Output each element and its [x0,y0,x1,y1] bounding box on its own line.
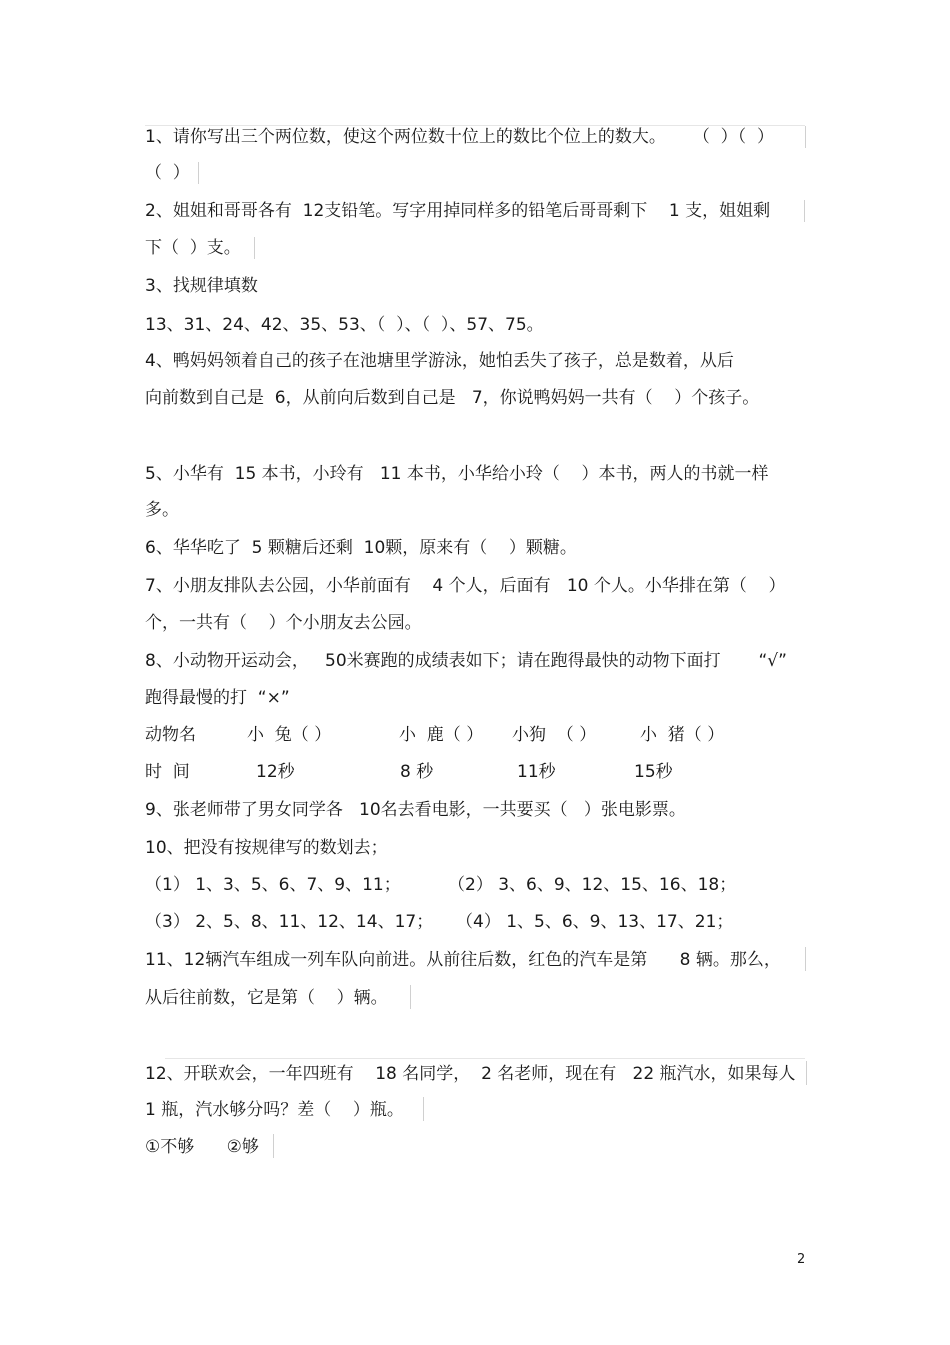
rule [805,126,806,148]
rule [410,985,411,1009]
rule [165,1058,805,1059]
rule [804,200,805,222]
rule [423,1097,424,1121]
q3-sequence: 13、31、24、42、35、53、（ ）、（ ）、57、75。 [145,315,544,335]
rule [805,947,806,971]
q9: 9、张老师带了男女同学各 10名去看电影，一共要买（ ）张电影票。 [145,800,686,820]
q12-line2: 1 瓶，汽水够分吗？差（ ）瓶。 [145,1100,404,1120]
table-cell-deer: 小 鹿（ ） [399,725,484,745]
q11-line2: 从后往前数，它是第（ ）辆。 [145,988,388,1008]
q7-line2: 个，一共有（ ）个小朋友去公园。 [145,613,422,633]
table-header-time: 时 间 [145,762,190,782]
rule [806,1061,807,1085]
q4-line2: 向前数到自己是 6，从前向后数到自己是 7，你说鸭妈妈一共有（ ）个孩子。 [145,388,760,408]
table-cell-pig-time: 15秒 [634,762,673,782]
rule [198,162,199,184]
q4-line1: 4、鸭妈妈领着自己的孩子在池塘里学游泳，她怕丢失了孩子，总是数着，从后 [145,351,734,371]
q3-title: 3、找规律填数 [145,276,258,296]
q8-line2: 跑得最慢的打 “×” [145,688,290,708]
q11-line1: 11、12辆汽车组成一列车队向前进。从前往后数，红色的汽车是第 8 辆。那么， [145,950,781,970]
table-cell-dog-time: 11秒 [517,762,556,782]
q7-line1: 7、小朋友排队去公园，小华前面有 4 个人，后面有 10 个人。小华排在第（ ） [145,576,786,596]
q10-seq-2: （2） 3、6、9、12、15、16、18； [448,875,737,895]
rule [273,1134,274,1158]
q2-line2: 下（ ）支。 [145,238,241,258]
table-cell-pig: 小 猪（ ） [640,725,725,745]
q5-line1: 5、小华有 15 本书，小玲有 11 本书，小华给小玲（ ）本书，两人的书就一样 [145,464,769,484]
q5-line2: 多。 [145,500,179,520]
q10-title: 10、把没有按规律写的数划去； [145,838,388,858]
table-header-animal: 动物名 [145,725,196,745]
q10-seq-1: （1） 1、3、5、6、7、9、11； [145,875,401,895]
table-cell-dog: 小狗 （ ） [512,725,597,745]
q1-line2: （ ） [145,163,190,183]
q12-options: ①不够 ②够 [145,1137,259,1157]
q2-line1: 2、姐姐和哥哥各有 12支铅笔。写字用掉同样多的铅笔后哥哥剩下 1 支，姐姐剩 [145,201,771,221]
q10-seq-3: （3） 2、5、8、11、12、14、17； [145,912,434,932]
table-cell-rabbit: 小 兔（ ） [247,725,332,745]
table-cell-rabbit-time: 12秒 [256,762,295,782]
q6: 6、华华吃了 5 颗糖后还剩 10颗，原来有（ ）颗糖。 [145,538,577,558]
q10-seq-4: （4） 1、5、6、9、13、17、21； [456,912,734,932]
q12-line1: 12、开联欢会，一年四班有 18 名同学， 2 名老师，现在有 22 瓶汽水，如果每人 [145,1064,796,1084]
table-cell-deer-time: 8 秒 [400,762,434,782]
q8-line1: 8、小动物开运动会， 50米赛跑的成绩表如下；请在跑得最快的动物下面打 “√” [145,651,787,671]
q1-line1: 1、请你写出三个两位数，使这个两位数十位上的数比个位上的数大。 （ ）（ ） [145,127,774,147]
page-number: 2 [797,1252,806,1267]
rule [254,237,255,259]
